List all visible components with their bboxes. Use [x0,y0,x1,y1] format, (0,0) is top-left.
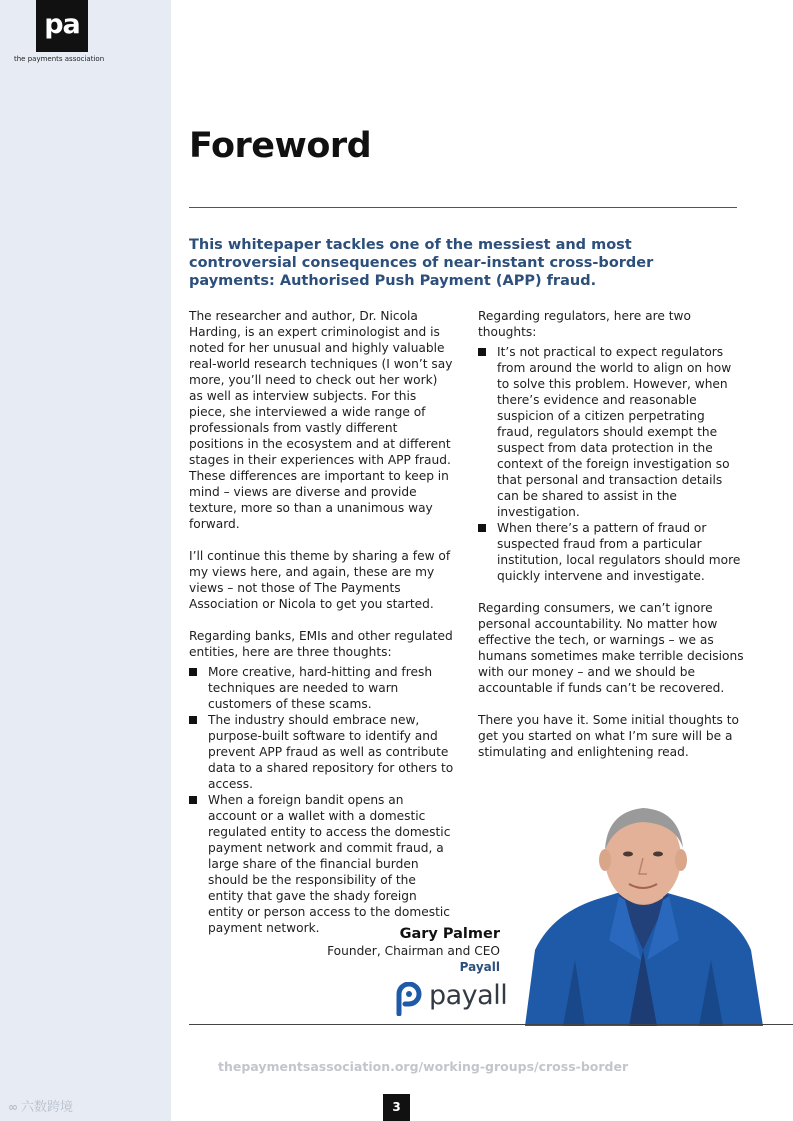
list-item-text: When a foreign bandit opens an account or a wallet with a domestic regulated entity to access the domestic payment network and commit fraud, a large share of the financial burden should be the responsibility of the entity that gave the shady foreign entity or person access to the domestic payment network. [208,793,451,935]
square-bullet-icon [189,668,197,676]
right-paragraph-3: There you have it. Some initial thoughts to get you started on what I’m sure will be a stimulating and enlightening read. [478,713,739,759]
list-item [189,664,455,712]
list-item-text: It’s not practical to expect regulators from around the world to align on how to solve this problem. However, when there’s evidence and reasonable suspicion of a citizen perpetrating fraud, regulators should exempt the suspect from data protection in the context of the foreign investigation so that personal and transaction details can be shared to assist in the investigation. [497,345,732,519]
left-paragraph-1: The researcher and author, Dr. Nicola Harding, is an expert criminologist and is noted for her unusual and highly valuable real-world research techniques (I won’t say more, you’ll need to check out her work) as well as interview subjects. For this piece, she interviewed a wide range of professionals from vastly different positions in the ecosystem and at different stages in their experiences with APP fraud. These differences are important to keep in mind – views are diverse and provide texture, more so than a unanimous way forward. [189,309,453,531]
footer-link[interactable]: thepaymentsassociation.org/working-groups/cross-border [218,1059,629,1074]
right-paragraph-2: Regarding consumers, we can’t ignore personal accountability. No matter how effective the tech, or warnings – we as humans sometimes make terrible decisions with our money – and we should be accountable if funds can’t be recovered. [478,601,744,695]
watermark-text: 六数跨境 [21,1100,74,1115]
signatory-role: Founder, Chairman and CEO [327,944,500,958]
banks-bullet-list [189,664,455,936]
square-bullet-icon [478,524,486,532]
title-divider [189,207,737,208]
square-bullet-icon [478,348,486,356]
logo-caption: the payments association [14,55,105,63]
list-item-text: The industry should embrace new, purpose-built software to identify and prevent APP fraud as well as contribute data to a shared repository for others to access. [208,713,454,791]
list-item [189,792,455,936]
payall-wordmark: payall [429,980,508,1011]
square-bullet-icon [189,796,197,804]
page-number: 3 [383,1094,410,1121]
watermark [8,1096,73,1115]
left-column [189,308,455,952]
list-item-text: More creative, hard-hitting and fresh techniques are needed to warn customers of these scams. [208,665,433,711]
list-item [478,344,744,520]
page-title: Foreword [189,126,372,166]
regulators-bullet-list [478,344,744,584]
sidebar [0,0,171,1121]
left-paragraph-3: Regarding banks, EMIs and other regulated entities, here are three thoughts: [189,629,453,659]
signatory-company: Payall [459,960,500,974]
signatory-name: Gary Palmer [399,926,500,942]
footer-divider [189,1024,793,1025]
list-item-text: When there’s a pattern of fraud or suspected fraud from a particular institution, local regulators should more quickly intervene and investigate. [497,521,741,583]
right-paragraph-1: Regarding regulators, here are two thoughts: [478,309,691,339]
portrait-photo [523,800,763,1026]
list-item [189,712,455,792]
left-paragraph-2: I’ll continue this theme by sharing a few of my views here, and again, these are my views – not those of The Payments Association or Nicola to get you started. [189,549,451,611]
square-bullet-icon [189,716,197,724]
payments-association-logo[interactable]: pa [36,0,88,52]
list-item [478,520,744,584]
lead-paragraph: This whitepaper tackles one of the messiest and most controversial consequences of near-instant cross-border payments: Authorised Push Payment (APP) fraud. [189,237,654,289]
payall-logo[interactable] [395,980,508,1020]
right-column [478,308,744,776]
watermark-icon: ∞ [8,1100,18,1114]
payall-p-icon [395,982,423,1016]
